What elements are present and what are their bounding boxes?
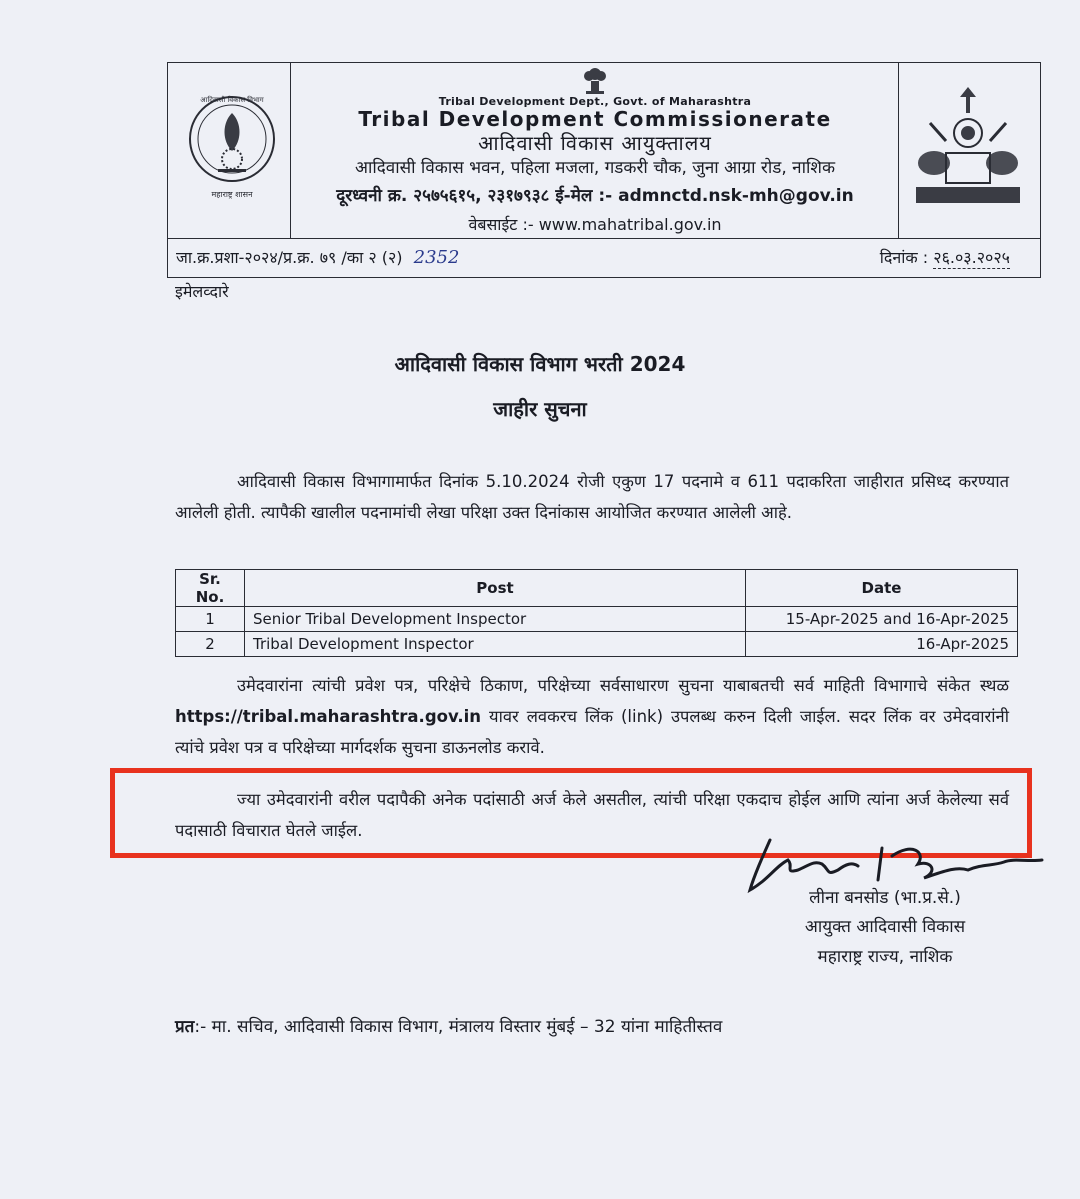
website: वेबसाईट :- www.mahatribal.gov.in [468, 215, 722, 234]
cell-sr-no: 1 [176, 607, 245, 632]
date-label: दिनांक : [879, 248, 929, 267]
email-via-label: इमेलव्दारे [175, 282, 229, 301]
paragraph-advertisement: आदिवासी विकास विभागामार्फत दिनांक 5.10.2024 रोजी एकुण 17 पदनामे व 611 पदाकरिता जाहीरात प्रसिध्द करण्यात आलेली होती. त्यापैकी खालील पदनामांची लेखा परिक्षा उक्त दिनांकास आयोजित करण्यात आलेली आहे. [175, 472, 1009, 522]
header-post: Post [245, 570, 746, 607]
cell-post: Tribal Development Inspector [245, 632, 746, 657]
cell-post: Senior Tribal Development Inspector [245, 607, 746, 632]
letterhead-divider-right [898, 63, 899, 238]
cell-date: 16-Apr-2025 [746, 632, 1018, 657]
date-value: २६.०३.२०२५ [933, 248, 1010, 267]
letterhead-divider-left [290, 63, 291, 238]
phone-email: दूरध्वनी क्र. २५७५६१५, २३१७९३८ ई-मेल :- admnctd.nsk-mh@gov.in [336, 186, 854, 206]
paragraph-admit-card-text-2: यावर लवकरच लिंक (link) उपलब्ध करुन दिली जाईल. सदर लिंक वर उमेदवारांनी त्यांचे प्रवेश पत्र व परिक्षेच्या मार्गदर्शक सुचना डाऊनलोड करावे. [175, 707, 1009, 757]
commissionerate-title-en: Tribal Development Commissionerate [358, 107, 832, 131]
logo-top-text: आदिवासी विकास विभाग [200, 96, 264, 104]
copy-to-text: :- मा. सचिव, आदिवासी विकास विभाग, मंत्रालय विस्तार मुंबई – 32 यांना माहितीस्तव [194, 1017, 723, 1037]
paragraph-admit-card [175, 670, 1009, 763]
paragraph-multiple-posts: ज्या उमेदवारांनी वरील पदापैकी अनेक पदांसाठी अर्ज केले असतील, त्यांची परिक्षा एकदाच होईल आणि त्यांना अर्ज केलेल्या सर्व पदासाठी विचारात घेतले जाईल. [175, 790, 1009, 840]
table-row [176, 632, 1018, 657]
dept-line: Tribal Development Dept., Govt. of Maharashtra [438, 95, 752, 108]
letter-date [880, 246, 1010, 268]
department-logo [182, 89, 282, 207]
reference-number [176, 246, 459, 268]
cell-date: 15-Apr-2025 and 16-Apr-2025 [746, 607, 1018, 632]
signatory-name: लीना बनसोड (भा.प्र.से.) [809, 888, 961, 908]
reference-number-text: जा.क्र.प्रशा-२०२४/प्र.क्र. ७९ /का २ (२) [176, 248, 403, 267]
exam-schedule-table [175, 569, 1018, 657]
signatory-location: महाराष्ट्र राज्य, नाशिक [817, 947, 953, 967]
handwritten-outward-number: 2352 [413, 247, 460, 268]
office-address: आदिवासी विकास भवन, पहिला मजला, गडकरी चौक, जुना आग्रा रोड, नाशिक [354, 158, 836, 178]
notice-title: आदिवासी विकास विभाग भरती 2024 [394, 352, 686, 376]
table-header-row [176, 570, 1018, 607]
state-emblem [906, 83, 1030, 215]
notice-subtitle: जाहीर सुचना [493, 397, 587, 421]
header-date: Date [746, 570, 1018, 607]
letterhead [167, 62, 1041, 278]
copy-to [175, 1014, 722, 1037]
tribal-website-link[interactable]: https://tribal.maharashtra.gov.in [175, 707, 482, 726]
logo-bottom-text: महाराष्ट्र शासन [211, 190, 253, 199]
header-sr-no: Sr. No. [176, 570, 245, 607]
cell-sr-no: 2 [176, 632, 245, 657]
national-emblem-icon [578, 63, 612, 97]
letterhead-divider-bottom [168, 238, 1040, 239]
copy-to-label: प्रत [175, 1017, 195, 1037]
table-row [176, 607, 1018, 632]
commissionerate-title-mr: आदिवासी विकास आयुक्तालय [478, 131, 712, 155]
paragraph-admit-card-text-1: उमेदवारांना त्यांची प्रवेश पत्र, परिक्षेचे ठिकाण, परिक्षेच्या सर्वसाधारण सुचना याबाबतची सर्व माहिती विभागाचे संकेत स्थळ [237, 676, 1009, 695]
signatory-designation: आयुक्त आदिवासी विकास [804, 917, 966, 937]
